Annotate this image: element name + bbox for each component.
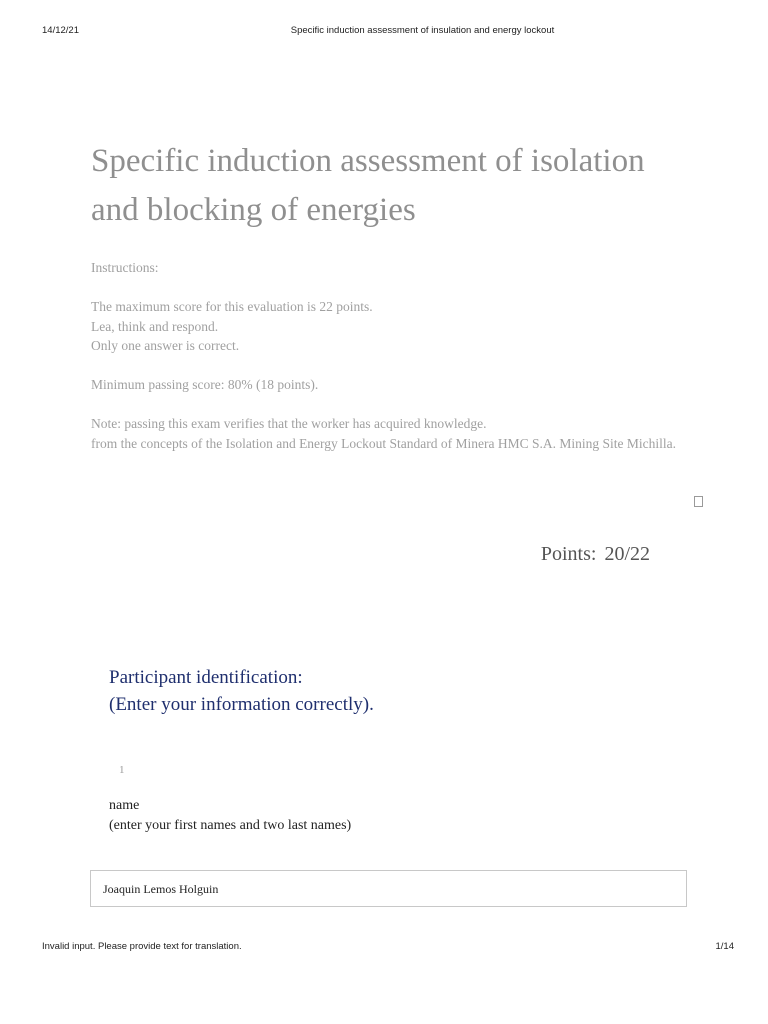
instructions-block <box>91 258 691 453</box>
checkbox-icon <box>694 496 703 507</box>
form-title: Specific induction assessment of isolation and blocking of energies <box>91 143 645 228</box>
print-date: 14/12/21 <box>42 25 79 36</box>
answer-field[interactable] <box>90 870 687 907</box>
print-doc-title: Specific induction assessment of insulation and energy lockout <box>290 25 555 36</box>
points-label: Points: <box>540 543 597 565</box>
section-title-line: Participant identification: <box>109 667 303 688</box>
question-title: name <box>109 798 140 813</box>
print-header <box>0 25 768 39</box>
note-text: from the concepts of the Isolation and Energy Lockout Standard of Minera HMC S.A. Mining Site Michilla. <box>91 435 677 451</box>
instructions-line: The maximum score for this evaluation is 22 points. <box>91 299 373 314</box>
page-number: 1/14 <box>715 941 734 952</box>
print-url: Invalid input. Please provide text for translation. <box>42 941 242 952</box>
question-subtitle: (enter your first names and two last names) <box>109 817 352 833</box>
print-footer <box>0 941 768 955</box>
min-score-text: Minimum passing score: 80% (18 points). <box>91 377 319 392</box>
question-number: 1 <box>119 764 125 776</box>
instructions-line: Lea, think and respond. <box>91 318 219 334</box>
instructions-line: Only one answer is correct. <box>91 338 240 353</box>
instructions-heading: Instructions: <box>91 260 159 275</box>
points-display <box>541 543 650 566</box>
question-text <box>109 796 669 835</box>
points-value: 20/22 <box>604 543 650 565</box>
section-title-line: (Enter your information correctly). <box>109 694 374 715</box>
note-text: Note: passing this exam verifies that the worker has acquired knowledge. <box>91 416 487 431</box>
section-header <box>109 664 669 718</box>
answer-value: Joaquin Lemos Holguin <box>103 882 219 896</box>
